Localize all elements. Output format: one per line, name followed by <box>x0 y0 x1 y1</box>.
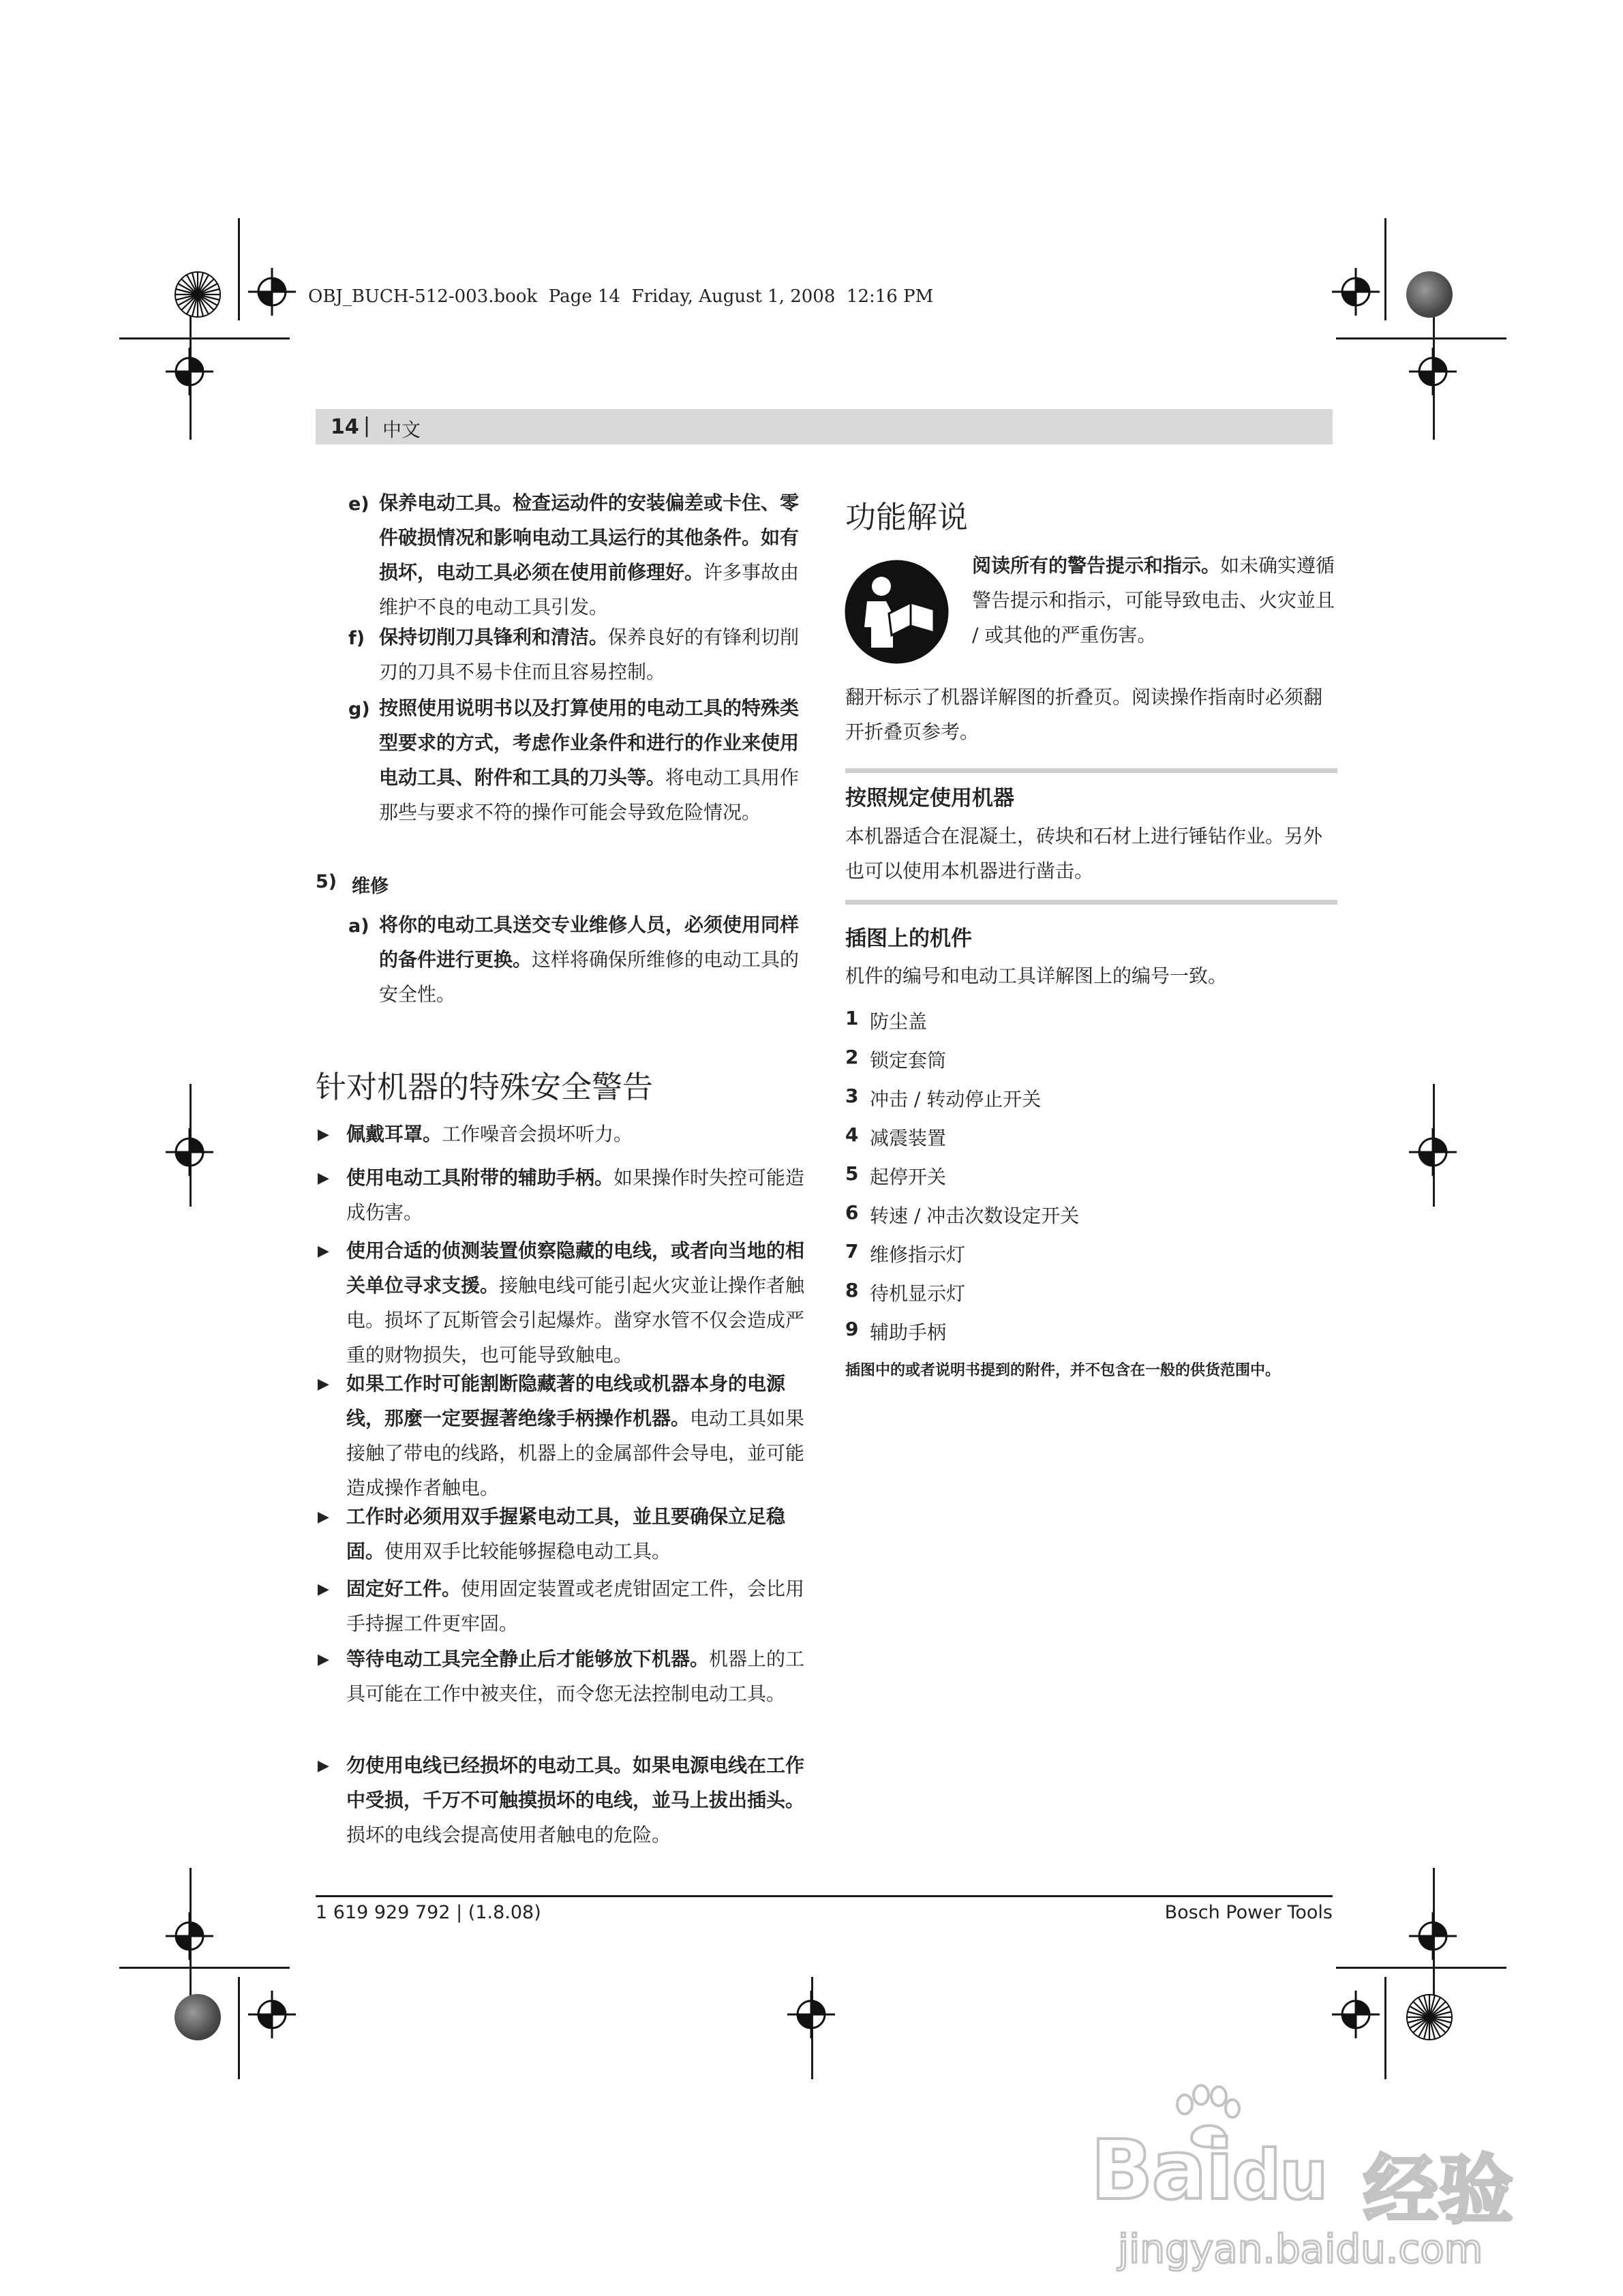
bullet-icon: ▶ <box>318 1757 329 1774</box>
item-a: 将你的电动工具送交专业维修人员，必须使用同样的备件进行更换。这样将确保所维修的电动工具的安全性。 <box>379 913 800 1006</box>
item-e: 保养电动工具。检查运动件的安装偏差或卡住、零件破损情况和影响电动工具运行的其他条件。如有损坏，电动工具必须在使用前修理好。许多事故由维护不良的电动工具引发。 <box>379 492 800 618</box>
watermark-url: jingyan.baidu.com <box>1118 2226 1483 2272</box>
color-rosette <box>1406 1994 1453 2040</box>
crop-mark <box>1336 337 1506 339</box>
header-separator: | <box>363 414 371 438</box>
watermark-brand: Baidu <box>1091 2124 1327 2218</box>
components-intro: 机件的编号和电动工具详解图上的编号一致。 <box>845 965 1228 987</box>
footer-doc-number: 1 619 929 792 | (1.8.08) <box>316 1902 541 1923</box>
color-dot <box>175 1994 221 2040</box>
component-number: 7 <box>845 1240 859 1263</box>
bullet-icon: ▶ <box>318 1170 329 1187</box>
crop-mark <box>119 1967 290 1969</box>
bullet-icon: ▶ <box>318 1509 329 1526</box>
page-header-bar <box>316 409 1333 444</box>
foldout-note: 翻开标示了机器详解图的折叠页。阅读操作指南时必须翻开折叠页参考。 <box>845 686 1323 743</box>
bullet-icon: ▶ <box>318 1581 329 1598</box>
registration-mark <box>1332 268 1380 316</box>
item-g: 按照使用说明书以及打算使用的电动工具的特殊类型要求的方式，考虑作业条件和进行的作业来使用电动工具、附件和工具的刀头等。将电动工具用作那些与要求不符的操作可能会导致危险情况。 <box>379 697 800 824</box>
section-rule <box>845 768 1337 773</box>
footer-rule <box>316 1895 1333 1897</box>
item-marker: g) <box>348 699 370 720</box>
read-notice: 阅读所有的警告提示和指示。如未确实遵循警告提示和指示，可能导致电击、火灾並且 / 或其他的严重伤害。 <box>972 554 1335 646</box>
accessories-note: 插图中的或者说明书提到的附件，并不包含在一般的供货范围中。 <box>845 1362 1281 1379</box>
component-label: 减震装置 <box>870 1127 947 1149</box>
components-heading: 插图上的机件 <box>845 926 972 951</box>
bullet-icon: ▶ <box>318 1243 329 1260</box>
section-title: 维修 <box>352 876 389 897</box>
intended-use-heading: 按照规定使用机器 <box>845 786 1014 811</box>
bullet-icon: ▶ <box>318 1126 329 1143</box>
component-label: 待机显示灯 <box>870 1282 966 1305</box>
component-label: 维修指示灯 <box>870 1243 966 1266</box>
registration-mark <box>248 268 296 316</box>
warning-item: 等待电动工具完全静止后才能够放下机器。机器上的工具可能在工作中被夹住，而令您无法控制电动工具。 <box>346 1648 805 1705</box>
component-label: 辅助手柄 <box>870 1321 947 1344</box>
color-dot <box>1406 271 1453 318</box>
registration-mark <box>1409 348 1457 395</box>
footer-brand: Bosch Power Tools <box>1164 1902 1333 1923</box>
registration-mark <box>248 1991 296 2038</box>
component-label: 转速 / 冲击次数设定开关 <box>870 1205 1080 1227</box>
watermark-product: 经验 <box>1363 2147 1513 2234</box>
warning-item: 勿使用电线已经损坏的电动工具。如果电源电线在工作中受损，千万不可触摸损坏的电线，並马上拔出插头。损坏的电线会提高使用者触电的危险。 <box>346 1754 805 1846</box>
component-label: 防尘盖 <box>870 1010 928 1033</box>
page-number: 14 <box>331 415 359 439</box>
registration-mark <box>1332 1991 1380 2038</box>
registration-mark <box>787 1991 835 2038</box>
crop-mark <box>1384 218 1386 320</box>
header-language: 中文 <box>382 419 421 441</box>
warnings-heading: 针对机器的特殊安全警告 <box>316 1069 654 1105</box>
baidu-watermark <box>1091 2083 1554 2280</box>
crop-mark <box>1336 1967 1506 1969</box>
warning-item: 如果工作时可能割断隐藏著的电线或机器本身的电源线，那麼一定要握著绝缘手柄操作机器。电动工具如果接触了带电的线路，机器上的金属部件会导电，並可能造成操作者触电。 <box>346 1372 805 1499</box>
component-number: 8 <box>845 1279 859 1301</box>
section-marker: 5) <box>316 871 337 892</box>
registration-mark <box>1409 1128 1457 1176</box>
warning-item: 工作时必须用双手握紧电动工具，並且要确保立足稳固。使用双手比较能够握稳电动工具。 <box>346 1505 786 1562</box>
item-marker: a) <box>348 916 369 937</box>
section-rule <box>845 900 1337 905</box>
component-label: 起停开关 <box>870 1166 947 1188</box>
warning-item: 使用电动工具附带的辅助手柄。如果操作时失控可能造成伤害。 <box>346 1166 805 1224</box>
component-number: 2 <box>845 1046 859 1068</box>
print-header: OBJ_BUCH-512-003.book Page 14 Friday, August 1, 2008 12:16 PM <box>308 286 934 307</box>
registration-mark <box>166 348 213 395</box>
warning-item: 使用合适的侦测装置侦察隐藏的电线，或者向当地的相关单位寻求支援。接触电线可能引起火灾並让操作者触电。损坏了瓦斯管会引起爆炸。凿穿水管不仅会造成严重的财物损失，也可能导致触电。 <box>346 1239 805 1366</box>
bullet-icon: ▶ <box>318 1651 329 1668</box>
crop-mark <box>238 218 240 320</box>
intended-use-text: 本机器适合在混凝土，砖块和石材上进行锤钻作业。另外也可以使用本机器进行凿击。 <box>845 825 1323 882</box>
warning-item: 固定好工件。使用固定装置或老虎钳固定工件，会比用手持握工件更牢固。 <box>346 1577 805 1635</box>
item-marker: e) <box>348 494 369 515</box>
registration-mark <box>166 1912 213 1960</box>
functions-heading: 功能解说 <box>845 499 969 535</box>
crop-mark <box>238 1977 240 2079</box>
color-rosette <box>175 271 221 318</box>
component-number: 4 <box>845 1123 859 1146</box>
registration-mark <box>1409 1912 1457 1960</box>
component-number: 9 <box>845 1318 859 1340</box>
component-number: 3 <box>845 1085 859 1107</box>
registration-mark <box>166 1128 213 1176</box>
read-manual-icon <box>844 559 950 665</box>
crop-mark <box>119 337 290 339</box>
component-label: 冲击 / 转动停止开关 <box>870 1088 1042 1111</box>
item-f: 保持切削刀具锋利和清洁。保养良好的有锋利切削刃的刀具不易卡住而且容易控制。 <box>379 626 800 683</box>
component-label: 锁定套筒 <box>870 1049 947 1072</box>
warning-item: 佩戴耳罩。工作噪音会损坏听力。 <box>346 1123 633 1145</box>
crop-mark <box>1384 1977 1386 2079</box>
item-marker: f) <box>348 628 365 649</box>
component-number: 1 <box>845 1007 859 1029</box>
component-number: 5 <box>845 1162 859 1185</box>
component-number: 6 <box>845 1201 859 1224</box>
bullet-icon: ▶ <box>318 1376 329 1393</box>
